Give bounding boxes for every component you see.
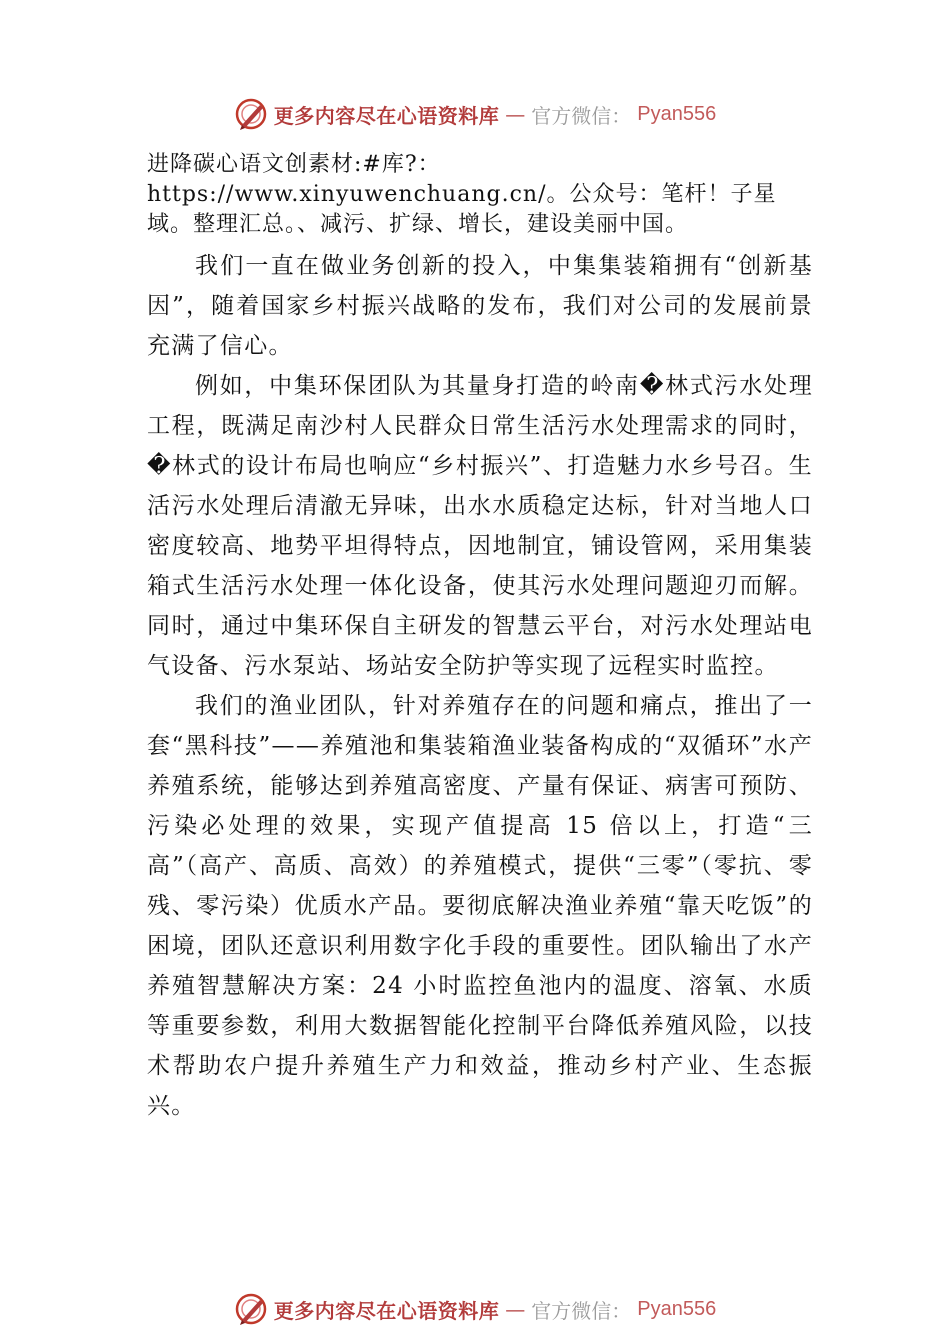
- footer-banner: [0, 1289, 950, 1329]
- red-pen-logo-icon: [234, 1292, 268, 1326]
- banner-official-label: 官方微信：: [531, 103, 632, 128]
- paragraph-1: 我们一直在做业务创新的投入，中集集装箱拥有“创新基因”，随着国家乡村振兴战略的发布，我们对公司的发展前景充满了信心。: [147, 253, 813, 359]
- footer-banner-wechat-id: Pyan556: [637, 1297, 717, 1320]
- intro-text: 进降碳心语文创素材:#库?：https://www.xinyuwenchuang.cn/。公众号：笔杆！子星域。整理汇总。、减污、扩绿、增长，建设美丽中国。: [147, 152, 777, 237]
- red-pen-logo-icon: [234, 97, 268, 131]
- banner-wechat-id: Pyan556: [637, 102, 717, 125]
- banner-title: 更多内容尽在心语资料库: [273, 103, 500, 128]
- paragraph-2: 例如，中集环保团队为其量身打造的岭南�林式污水处理工程，既满足南沙村人民群众日常生活污水处理需求的同时，�林式的设计布局也响应“乡村振兴”、打造魅力水乡号召。生活污水处理后清澈无异味，出水水质稳定达标，针对当地人口密度较高、地势平坦得特点，因地制宜，铺设管网，采用集装箱式生活污水处理一体化设备，使其污水处理问题迎刃而解。同时，通过中集环保自主研发的智慧云平台，对污水处理站电气设备、污水泵站、场站安全防护等实现了远程实时监控。: [147, 373, 813, 679]
- paragraph-3: 我们的渔业团队，针对养殖存在的问题和痛点，推出了一套“黑科技”——养殖池和集装箱渔业装备构成的“双循环”水产养殖系统，能够达到养殖高密度、产量有保证、病害可预防、污染必处理的效果，实现产值提高 15 倍以上，打造“三高”（高产、高质、高效）的养殖模式，提供“三零”（零抗、零残、零污染）优质水产品。要彻底解决渔业养殖“靠天吃饭”的困境，团队还意识利用数字化手段的重要性。团队输出了水产养殖智慧解决方案：24 小时监控鱼池内的温度、溶氧、水质等重要参数，利用大数据智能化控制平台降低养殖风险，以技术帮助农户提升养殖生产力和效益，推动乡村产业、生态振兴。: [147, 693, 813, 1119]
- article-body: [147, 246, 813, 1126]
- footer-banner-title: 更多内容尽在心语资料库: [273, 1298, 500, 1323]
- header-banner: [0, 94, 950, 134]
- footer-banner-dash: —: [505, 1297, 526, 1321]
- banner-dash: —: [505, 102, 526, 126]
- footer-banner-official-label: 官方微信：: [531, 1298, 632, 1323]
